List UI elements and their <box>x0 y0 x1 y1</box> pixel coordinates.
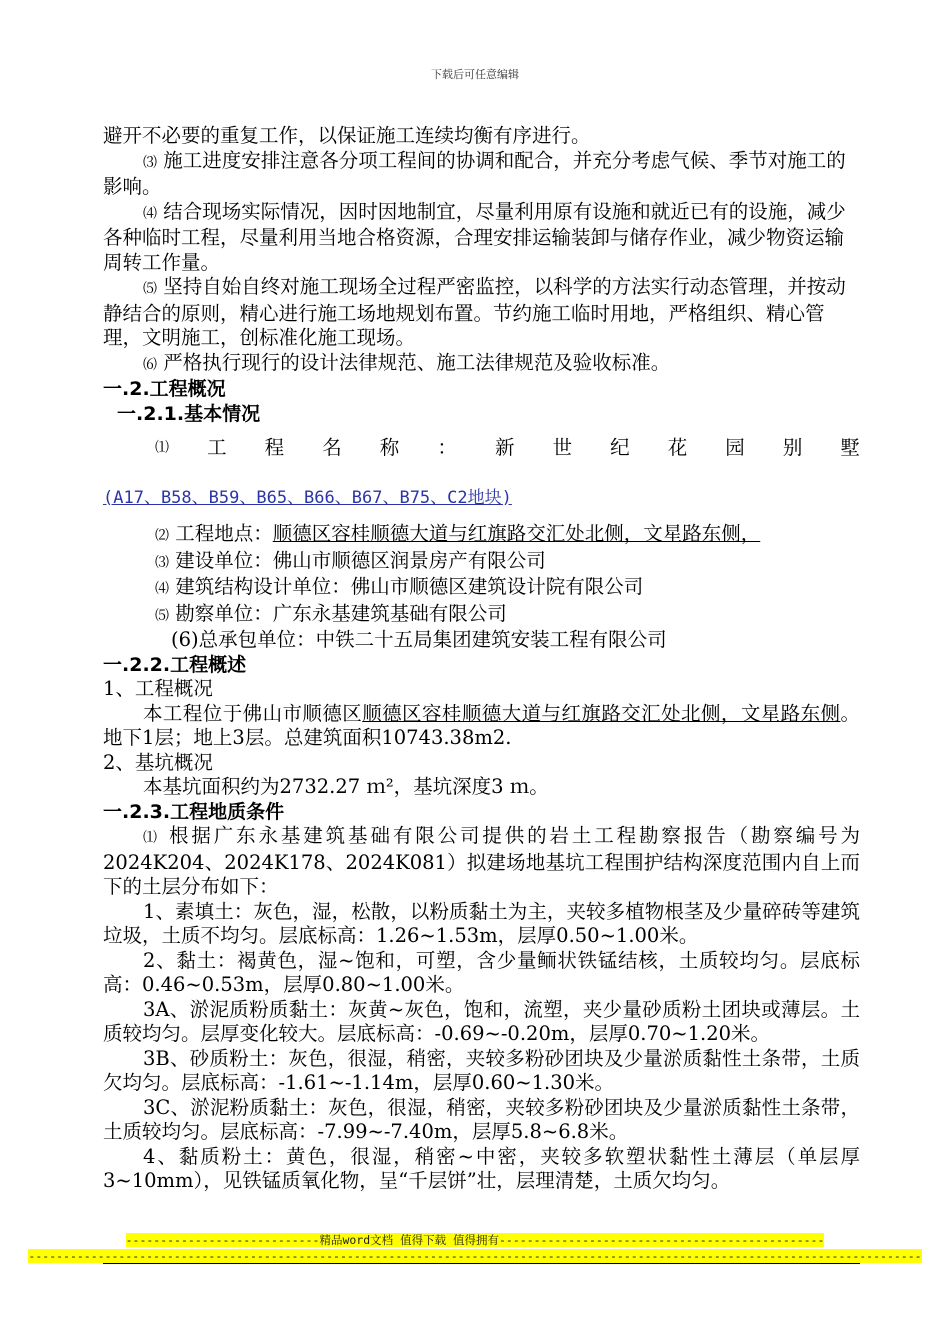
subsection-title-overview: 1、工程概况 <box>103 677 213 700</box>
paragraph-item-5 <box>103 275 860 351</box>
page-header-note: 下载后可任意编辑 <box>431 68 519 81</box>
project-name-char: 世 <box>552 436 573 459</box>
designer-text: 建筑结构设计单位：佛山市顺德区建筑设计院有限公司 <box>175 575 644 598</box>
item-number: ⑴ <box>143 830 160 846</box>
section-heading-1-2-2: 一.2.2.工程概述 <box>103 653 247 676</box>
paragraph-text: 结合现场实际情况，因时因地制宜，尽量利用原有设施和就近已有的设施，减少各种临时工程，尽量利用当地合格资源，合理安排运输装卸与储存作业，减少物资运输周转工作量。 <box>103 199 846 274</box>
section-heading-1-2-1: 一.2.1.基本情况 <box>117 402 261 425</box>
basic-info-location <box>103 522 860 549</box>
soil-layer-3c: 3C、淤泥粉质黏土：灰色，很湿，稍密，夹较多粉砂团块及少量淤质黏性土条带，土质较均匀。层底标高：-7.99~-7.40m，层厚5.8~6.8米。 <box>103 1095 860 1143</box>
footer-dashes-text: --------------------------------------------------------------------------------------------------------------------------------- <box>28 1249 922 1263</box>
section-heading-1-2-3: 一.2.3.工程地质条件 <box>103 800 285 823</box>
geology-intro-text: 根据广东永基建筑基础有限公司提供的岩土工程勘察报告（勘察编号为2024K204、2024K178、2024K081）拟建场地基坑工程围护结构深度范围内自上而下的土层分布如下： <box>103 824 860 898</box>
item-number: ⑸ <box>155 607 169 624</box>
basic-info-surveyor <box>103 602 860 629</box>
section-heading-1-2: 一.2.工程概况 <box>103 378 226 400</box>
developer-text: 建设单位：佛山市顺德区润景房产有限公司 <box>175 548 546 572</box>
project-name-char: 园 <box>725 436 745 459</box>
project-name-char: 称 <box>379 436 400 459</box>
paragraph-pit: 本基坑面积约为2732.27 ｍ²，基坑深度3 ｍ。 <box>143 775 549 798</box>
item-number: ⑵ <box>155 528 169 544</box>
soil-layer-2: 2、黏土：褐黄色，湿~饱和，可塑，含少量鲕状铁锰结核，土质较均匀。层底标高：0.46~0.53m，层厚0.80~1.00米。 <box>103 948 860 996</box>
project-name-char: 花 <box>667 436 688 459</box>
overview-text-b: 。地下1层；地上3层。总建筑面积10743.38m2. <box>103 701 860 749</box>
project-plots-link[interactable]: (A17、B58、B59、B65、B66、B67、B75、C2地块) <box>103 487 512 508</box>
soil-layer-4: 4、黏质粉土：黄色，很湿，稍密~中密，夹较多软塑状黏性土薄层（单层厚3~10mm），见铁锰质氧化物，呈“千层饼”壮，层理清楚，土质欠均匀。 <box>103 1144 860 1192</box>
project-name-char: 纪 <box>610 436 630 459</box>
project-name-char: 工 <box>207 436 227 459</box>
paragraph-overview <box>103 702 860 751</box>
project-name-char: 新 <box>494 436 515 459</box>
subsection-title-pit: 2、基坑概况 <box>103 750 213 774</box>
item-number: ⑷ <box>155 581 169 597</box>
project-name-char: 程 <box>264 436 285 459</box>
item-number: ⑶ <box>143 154 157 171</box>
paragraph-text: 严格执行现行的设计法律规范、施工法律规范及验收标准。 <box>163 350 671 374</box>
project-name-char: 别 <box>782 436 803 459</box>
paragraph-text: 坚持自始自终对施工现场全过程严密监控，以科学的方法实行动态管理，并按动静结合的原则，精心进行施工场地规划布置。节约施工临时用地，严格组织、精心管理，文明施工，创标准化施工现场。 <box>103 275 846 349</box>
project-name-char: 名 <box>322 436 342 459</box>
basic-info-developer <box>103 549 860 576</box>
paragraph-item-3 <box>103 149 860 200</box>
project-name-char: ： <box>437 436 457 459</box>
project-name-char: 墅 <box>840 436 860 459</box>
paragraph-intro: 避开不必要的重复工作，以保证施工连续均衡有序进行。 <box>103 124 591 147</box>
project-name-line <box>103 436 860 461</box>
project-plots-link-line <box>103 485 860 511</box>
location-label: 工程地点： <box>175 522 273 545</box>
item-number: ⑷ <box>143 205 157 222</box>
paragraph-item-4 <box>103 200 860 276</box>
footer-divider <box>103 1263 860 1264</box>
item-number: ⑹ <box>143 356 157 373</box>
basic-info-designer <box>103 575 860 602</box>
soil-layer-1: 1、素填土：灰色，湿，松散，以粉质黏土为主，夹较多植物根茎及少量碎砖等建筑垃圾，土质不均匀。层底标高：1.26~1.53m，层厚0.50~1.00米。 <box>103 899 860 947</box>
basic-info-contractor: (6)总承包单位：中铁二十五局集团建筑安装工程有限公司 <box>171 628 667 651</box>
paragraph-text: 施工进度安排注意各分项工程间的协调和配合，并充分考虑气候、季节对施工的影响。 <box>103 148 846 198</box>
document-body <box>103 124 860 1194</box>
item-number: ⑸ <box>143 281 157 297</box>
paragraph-geology-intro <box>103 824 860 900</box>
paragraph-item-6 <box>103 351 860 378</box>
location-value: 顺德区容桂顺德大道与红旗路交汇处北侧，文星路东侧， <box>272 522 761 545</box>
footer-banner-text: ----------------------------精品word文档 值得下载 值得拥有----------------------------------------------- <box>125 1233 825 1247</box>
overview-location: 顺德区容桂顺德大道与红旗路交汇处北侧，文星路东侧 <box>362 701 841 725</box>
item-number: ⑶ <box>155 554 169 571</box>
soil-layer-3b: 3B、砂质粉土：灰色，很湿，稍密，夹较多粉砂团块及少量淤质黏性土条带，土质欠均匀。层底标高：-1.61~-1.14m，层厚0.60~1.30米。 <box>103 1046 860 1094</box>
overview-text-a: 本工程位于佛山市顺德区 <box>143 701 363 725</box>
surveyor-text: 勘察单位：广东永基建筑基础有限公司 <box>175 601 507 625</box>
footer-dashes <box>0 1245 950 1264</box>
soil-layer-3a: 3A、淤泥质粉质黏土：灰黄~灰色，饱和，流塑，夹少量砂质粉土团块或薄层。土质较均匀。层厚变化较大。层底标高：-0.69~-0.20m，层厚0.70~1.20米。 <box>103 997 860 1045</box>
item-number: ⑴ <box>155 440 169 456</box>
